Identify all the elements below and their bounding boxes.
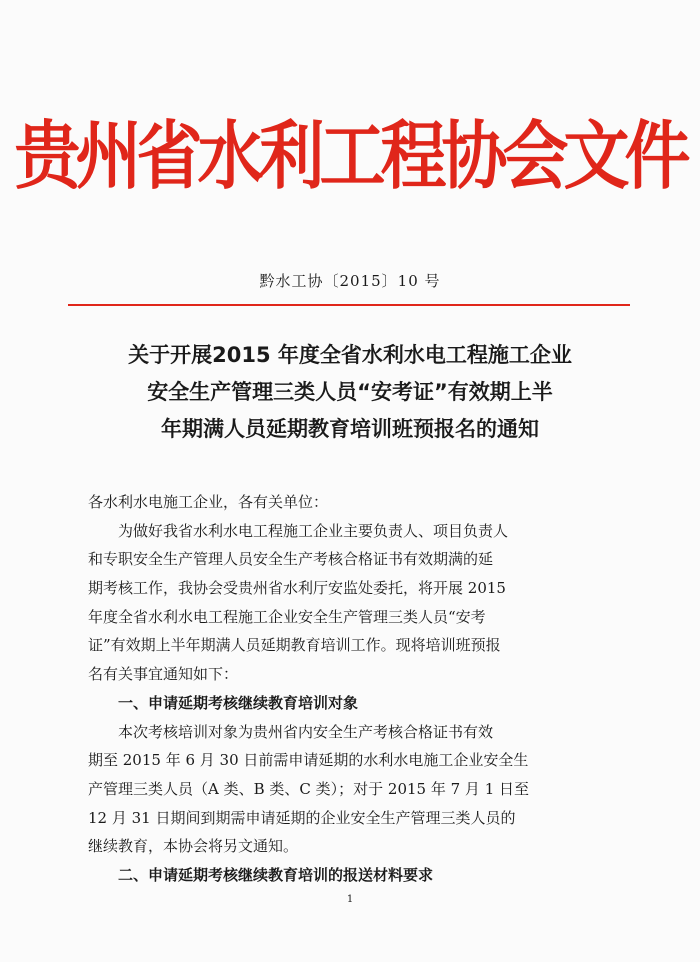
paragraph-line: 为做好我省水利水电工程施工企业主要负责人、项目负责人: [118, 521, 509, 540]
title-line: 安全生产管理三类人员“安考证”有效期上半: [147, 380, 553, 404]
section-heading: 二、申请延期考核继续教育培训的报送材料要求: [118, 865, 434, 884]
title-line: 关于开展2015 年度全省水利水电工程施工企业: [128, 343, 572, 367]
paragraph-line: 期考核工作，我协会受贵州省水利厅安监处委托，将开展 2015: [88, 579, 506, 598]
salutation: 各水利水电施工企业，各有关单位：: [88, 493, 329, 511]
notice-title: [78, 337, 622, 448]
paragraph-line: 证”有效期上半年期满人员延期教育培训工作。现将培训班预报: [88, 636, 501, 655]
paragraph-line: 本次考核培训对象为贵州省内安全生产考核合格证书有效: [118, 722, 494, 741]
paragraph-line: 年度全省水利水电工程施工企业安全生产管理三类人员“安考: [88, 607, 486, 626]
notice-body: [88, 488, 618, 890]
paragraph-line: 12 月 31 日期间到期需申请延期的企业安全生产管理三类人员的: [88, 808, 516, 827]
paragraph-line: 产管理三类人员（A 类、B 类、C 类）；对于 2015 年 7 月 1 日至: [88, 779, 530, 798]
page-number: 1: [346, 894, 354, 905]
document-number: 黔水工协〔2015〕10 号: [259, 272, 441, 290]
masthead-title: 贵州省水利工程协会文件: [14, 113, 686, 200]
paragraph-line: 和专职安全生产管理人员安全生产考核合格证书有效期满的延: [88, 550, 494, 569]
paragraph-line: 名有关事宜通知如下：: [88, 665, 239, 684]
title-line: 年期满人员延期教育培训班预报名的通知: [161, 417, 539, 441]
paragraph-line: 期至 2015 年 6 月 30 日前需申请延期的水利水电施工企业安全生: [88, 751, 529, 770]
red-divider-line: [68, 304, 630, 306]
paragraph-line: 继续教育，本协会将另文通知。: [88, 837, 299, 856]
section-heading: 一、申请延期考核继续教育培训对象: [118, 693, 359, 712]
